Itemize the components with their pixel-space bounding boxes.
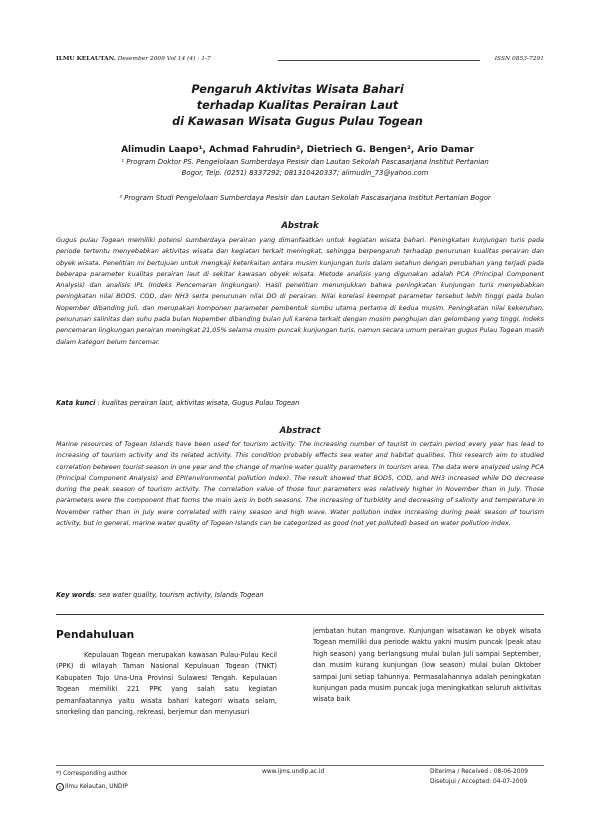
accepted-date: Disetujui / Accepted: 04-07-2009	[430, 779, 528, 785]
body-column-right	[313, 626, 541, 706]
title-line-3: di Kawasan Wisata Gugus Pulau Togean	[172, 115, 423, 128]
title-line-1: Pengaruh Aktivitas Wisata Bahari	[191, 83, 404, 96]
affiliation-1	[70, 157, 540, 179]
affiliation-1-line-1: ¹ Program Doktor PS. Pengelolaan Sumberdaya Pesisir dan Lautan Sekolah Pascasarjana Institut Pertanian	[121, 158, 489, 166]
header-rule	[278, 60, 480, 61]
title-line-2: terhadap Kualitas Perairan Laut	[196, 99, 399, 112]
copyright-text: Ilmu Kelautan, UNDIP	[65, 784, 128, 790]
copyright-line	[56, 782, 128, 792]
intro-paragraph-left: Kepulauan Togean merupakan kawasan Pulau-Pulau Kecil (PPK) di wilayah Taman Nasional Kepulauan Togean (TNKT) Kabupaten Tojo Una-Una Provinsi Sulawesi Tengah. Kepulauan Togean memiliki 221 PPK yang salah satu kegiatan pemanfaatannya yaitu wisata bahari kategori wisata selam, snorkeling dan pancing, rekreasi, berjemur dan menyusuri	[56, 651, 277, 717]
corresponding-author-note: *) Corresponding author	[56, 771, 128, 777]
key-words	[56, 590, 544, 601]
footer-rule	[56, 765, 544, 766]
key-words-text: : sea water quality, tourism activity, Islands Togean	[94, 591, 264, 599]
affiliation-2: ² Program Studi Pengelolaan Sumberdaya Pesisir dan Lautan Sekolah Pascasarjana Institut Pertanian Bogor	[119, 194, 491, 202]
paper-title	[80, 82, 515, 130]
kata-kunci	[56, 398, 544, 409]
website-link[interactable]: www.ijms.undip.ac.id	[262, 769, 325, 775]
affiliation-1-line-2: Bogor, Telp. (0251) 8337292; 081310420337; alimudin_73@yahoo.com	[181, 169, 429, 177]
author-list: Alimudin Laapo¹, Achmad Fahrudin², Dietriech G. Bengen², Ario Damar	[121, 145, 474, 155]
received-date: Diterima / Received : 08-06-2009	[430, 769, 529, 775]
kata-kunci-label: Kata kunci	[56, 399, 96, 407]
section-divider	[56, 614, 544, 615]
intro-paragraph-right: jembatan hutan mangrove. Kunjungan wisatawan ke obyek wisata Togean memiliki dua periode waktu yakni musim puncak (peak atau high season) yang berlangsung mulai bulan Juli sampai September, dan musim kurang kunjungan (low season) mulai bulan Oktober sampai Juni setiap tahunnya. Permasalahannya adalah peningkatan kunjungan pada musim puncak juga meningkatkan seluruh aktivitas wisata baik	[313, 627, 541, 704]
issn: ISSN 0853-7291	[494, 56, 544, 62]
abstrak-heading: Abstrak	[281, 221, 319, 231]
abstrak-text: Gugus pulau Togean memiliki potensi sumberdaya perairan yang dimanfaatkan untuk kegiatan wisata bahari. Peningkatan kunjungan turis pada periode tertentu menyebabkan aktivitas wisata dan kegiatan terkait meningkat, sehingga berpengaruh terhadap penurunan kualitas perairan dan obyek wisata. Penelitian ini bertujuan untuk mengkaji keterkaitan antara musim kunjungan turis dalam setahun dengan perubahan yang terjadi pada beberapa parameter kualitas perairan laut di sekitar kawasan obyek wisata. Metode analisis yang digunakan adalah PCA (Principal Component Analysis) dan analisis IPL (Indeks Pencemaran lingkungan). Hasil penelitian menunjukkan bahwa peningkatan kunjungan turis menyebabkan peningkatan nilai BOD5, COD, dan NH3 serta penurunan nilai DO di perairan. Nilai korelasi keempat parameter tersebut lebih tinggi pada bulan Nopember dibanding Juli, dan merupakan komponen parameter pembentuk sumbu utama pertama di kedua musim. Peningkatan nilai kekeruhan, penurunan salinitas dan suhu pada bulan Nopember dibanding bulan Juli karena terkait dengan musim penghujan dan gelombang yang tinggi. Indeks pencemaran lingkungan perairan meningkat 21,05% selama musim puncak kunjungan turis, namun secara umum perairan gugus Pulau Togean masih dalam kategori belum tercemar.	[56, 236, 544, 346]
section-title: Pendahuluan	[56, 629, 135, 641]
abstract-text: Marine resources of Togean Islands have been used for tourism activity. The increasing number of tourist in certain period every year has lead to increasing of tourism activity and its related activity. This condition probably effects sea water and habitat qualities. This research aim to studied correlation between tourist season in one year and the change of marine water quality parameters in tourism area. The data were analyzed using PCA (Principal Component Analysis) and EPI(environmental pollution index). The result showed that BOD5, COD, and NH3 increased while DO decrease during the peak season of tourism activity. The correlation value of those four parameters was relatively higher in November than in July. Those parameters were the component that forms the main axis in both seasons. The increasing of turbidity and decreasing of salinity and temperature in November rather than in July were correlated with rainy season and high wave. Water pollution index increasing during peak season of tourism activity, but in general, marine water quality of Togean Islands can be categorized as good (not yet polluted) based on water pollution index.	[56, 440, 544, 528]
running-header	[56, 54, 544, 64]
journal-issue: Desember 2009 Vol 14 (4) : 1-7	[115, 56, 211, 62]
key-words-label: Key words	[56, 591, 95, 599]
body-column-left	[56, 628, 277, 718]
kata-kunci-text: : kualitas perairan laut, aktivitas wisata, Gugus Pulau Togean	[95, 399, 300, 407]
copyright-icon: c	[56, 783, 64, 791]
abstract-heading: Abstract	[279, 426, 321, 436]
journal-name: ILMU KELAUTAN.	[56, 55, 116, 62]
